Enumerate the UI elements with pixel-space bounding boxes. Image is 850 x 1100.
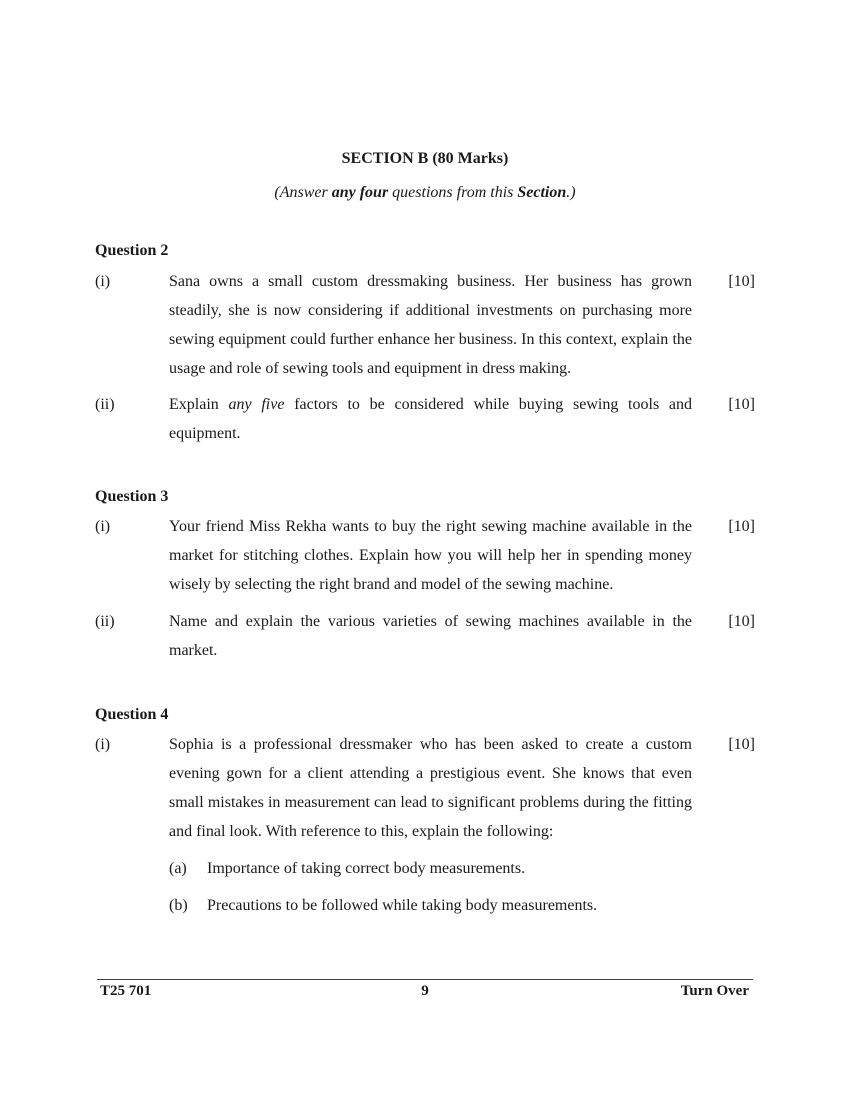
part-number: (ii) <box>95 613 115 630</box>
marks-label: [10] <box>728 613 755 630</box>
part-text: Sana owns a small custom dressmaking business. Her business has grown steadily, she is now considering if additional investments on purchasing more sewing equipment could further enhance her business. In this context, explain the usage and role of sewing tools and equipment in dress making. <box>169 273 692 377</box>
subpart-a <box>169 854 755 883</box>
part-text: Your friend Miss Rekha wants to buy the right sewing machine available in the market for stitching clothes. Explain how you will help her in spending money wisely by selecting the right brand and model of the sewing machine. <box>169 518 692 593</box>
part-number: (i) <box>95 736 111 753</box>
instruction-mid: questions from this <box>388 184 518 201</box>
turn-over-label: Turn Over <box>680 983 749 999</box>
part-text: Sophia is a professional dressmaker who has been asked to create a custom evening gown for a client attending a prestigious event. She knows that even small mistakes in measurement can lead to significant problems during the fitting and final look. With reference to this, explain the following: <box>169 736 692 840</box>
question-part <box>95 267 755 383</box>
question-heading: Question 3 <box>95 488 169 505</box>
question-heading: Question 4 <box>95 706 169 723</box>
question-3 <box>95 486 755 665</box>
question-part <box>95 730 755 920</box>
marks-label: [10] <box>728 518 755 535</box>
question-part <box>95 390 755 448</box>
subpart-b <box>169 891 755 920</box>
marks-label: [10] <box>728 273 755 290</box>
question-part <box>95 607 755 665</box>
part-text-pre: Explain <box>169 396 229 413</box>
subpart-label: (b) <box>169 897 188 914</box>
question-heading: Question 2 <box>95 242 169 259</box>
question-4 <box>95 704 755 920</box>
marks-label: [10] <box>728 736 755 753</box>
footer-divider <box>97 979 753 980</box>
section-instruction <box>0 184 850 202</box>
part-text-post: factors to be considered while buying sewing tools and equipment. <box>169 396 693 442</box>
paper-code: T25 701 <box>100 983 152 999</box>
part-text-emphasis: any five <box>228 396 285 413</box>
subpart-text: Precautions to be followed while taking body measurements. <box>207 897 598 914</box>
instruction-pre: (Answer <box>274 184 332 201</box>
question-2 <box>95 240 755 448</box>
marks-label: [10] <box>728 396 755 413</box>
subpart-text: Importance of taking correct body measurements. <box>207 860 526 877</box>
page-number: 9 <box>421 983 429 999</box>
instruction-section-word: Section <box>517 184 567 201</box>
instruction-emphasis: any four <box>331 184 389 201</box>
part-number: (i) <box>95 273 111 290</box>
subpart-label: (a) <box>169 860 187 877</box>
part-text: Name and explain the various varieties of sewing machines available in the market. <box>169 613 692 659</box>
question-part <box>95 512 755 599</box>
page-footer <box>97 983 753 1003</box>
instruction-post: .) <box>566 184 576 201</box>
section-title: SECTION B (80 Marks) <box>341 150 509 167</box>
part-number: (i) <box>95 518 111 535</box>
part-text <box>169 390 692 448</box>
part-number: (ii) <box>95 396 115 413</box>
